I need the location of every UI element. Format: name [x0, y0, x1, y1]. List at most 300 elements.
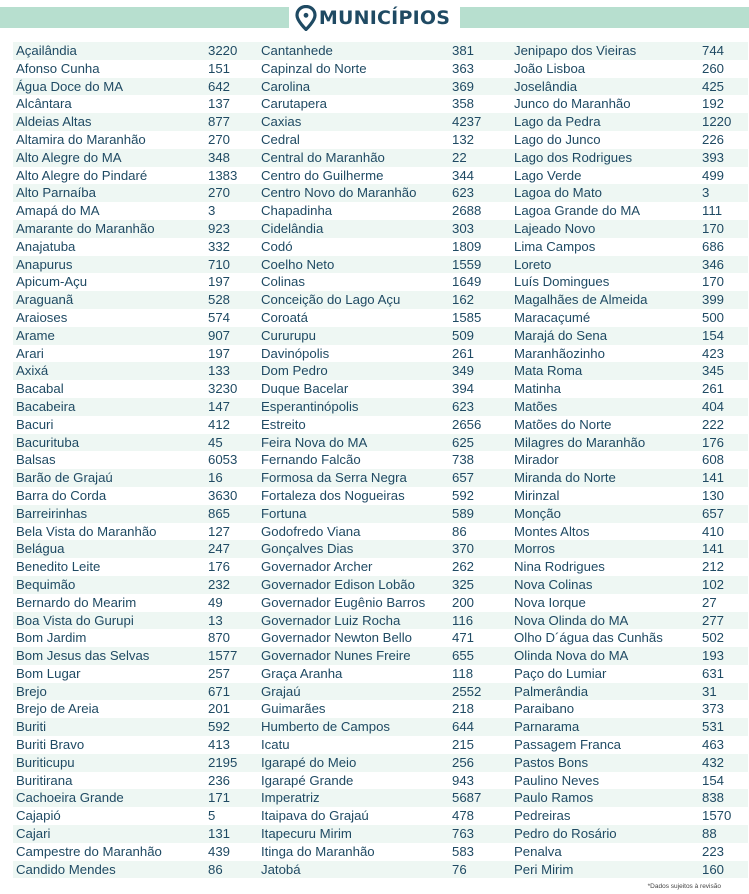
municipality-value: 763	[452, 826, 475, 842]
table-row	[258, 167, 511, 185]
table-row	[258, 149, 511, 167]
table-row	[13, 754, 258, 772]
municipality-name: Loreto	[514, 256, 552, 272]
table-row	[511, 718, 748, 736]
municipality-value: 943	[452, 772, 475, 788]
table-row	[511, 416, 748, 434]
municipality-name: Penalva	[514, 843, 562, 859]
municipality-value: 303	[452, 220, 475, 236]
municipality-name: Bacuri	[16, 416, 54, 432]
municipality-value: 261	[702, 381, 725, 397]
municipality-name: Cantanhede	[261, 43, 333, 58]
municipality-name: Miranda do Norte	[514, 470, 616, 486]
municipality-name: Imperatriz	[261, 790, 320, 806]
municipality-value: 1649	[452, 274, 482, 290]
table-row	[13, 629, 258, 647]
municipality-name: Açailândia	[16, 43, 77, 58]
table-row	[511, 487, 748, 505]
table-row	[258, 469, 511, 487]
municipality-value: 657	[452, 470, 475, 486]
municipality-name: Apicum-Açu	[16, 274, 88, 290]
table-row	[511, 576, 748, 594]
municipality-name: Benedito Leite	[16, 559, 101, 575]
municipality-name: Guimarães	[261, 701, 326, 717]
municipality-value: 147	[208, 398, 231, 414]
table-row	[13, 60, 258, 78]
municipality-name: Centro do Guilherme	[261, 167, 384, 183]
table-row	[511, 398, 748, 416]
municipality-value: 502	[702, 630, 725, 646]
table-row	[258, 78, 511, 96]
municipality-value: 270	[208, 185, 231, 201]
municipality-value: 432	[702, 754, 725, 770]
table-row	[13, 131, 258, 149]
municipality-name: Cidelândia	[261, 220, 324, 236]
municipality-value: 5687	[452, 790, 482, 806]
municipality-value: 592	[208, 719, 231, 735]
table-row	[13, 451, 258, 469]
municipality-name: Cururupu	[261, 327, 316, 343]
table-row	[258, 612, 511, 630]
municipality-name: Central do Maranhão	[261, 149, 385, 165]
table-row	[13, 736, 258, 754]
municipality-value: 5	[208, 808, 216, 824]
municipality-name: Olinda Nova do MA	[514, 648, 629, 664]
municipality-value: 608	[702, 452, 725, 468]
municipality-value: 127	[208, 523, 231, 539]
municipality-name: Godofredo Viana	[261, 523, 361, 539]
municipality-value: 130	[702, 487, 725, 503]
municipality-name: Afonso Cunha	[16, 60, 100, 76]
municipality-name: Coroatá	[261, 309, 308, 325]
municipality-name: Nova Iorque	[514, 594, 586, 610]
table-row	[258, 273, 511, 291]
municipality-value: 49	[208, 594, 223, 610]
municipality-name: Feira Nova do MA	[261, 434, 368, 450]
table-row	[511, 238, 748, 256]
municipality-value: 2195	[208, 754, 238, 770]
table-row	[511, 309, 748, 327]
municipality-name: Candido Mendes	[16, 861, 116, 877]
municipality-value: 1577	[208, 648, 238, 664]
municipality-name: Marajá do Sena	[514, 327, 608, 343]
municipality-name: Bom Lugar	[16, 665, 81, 681]
municipality-value: 212	[702, 559, 725, 575]
municipality-name: Alto Parnaíba	[16, 185, 96, 201]
table-row	[511, 362, 748, 380]
municipality-value: 218	[452, 701, 475, 717]
table-row	[258, 238, 511, 256]
municipality-value: 623	[452, 398, 475, 414]
table-row	[258, 754, 511, 772]
municipality-name: Bom Jesus das Selvas	[16, 648, 150, 664]
municipality-value: 370	[452, 541, 475, 557]
municipality-value: 463	[702, 737, 725, 753]
table-row	[511, 256, 748, 274]
municipality-name: Brejo de Areia	[16, 701, 99, 717]
municipality-value: 531	[702, 719, 725, 735]
municipality-name: Dom Pedro	[261, 363, 328, 379]
municipality-name: Mirador	[514, 452, 559, 468]
municipality-name: Arari	[16, 345, 44, 361]
table-row	[511, 131, 748, 149]
table-row	[13, 647, 258, 665]
table-row	[511, 345, 748, 363]
municipality-value: 131	[208, 826, 231, 842]
table-row	[258, 665, 511, 683]
municipality-value: 877	[208, 114, 231, 130]
municipality-value: 222	[702, 416, 725, 432]
table-row	[258, 594, 511, 612]
municipality-value: 201	[208, 701, 231, 717]
municipality-name: Capinzal do Norte	[261, 60, 367, 76]
municipality-value: 261	[452, 345, 475, 361]
municipality-value: 3220	[208, 43, 238, 58]
table-row	[13, 523, 258, 541]
municipality-name: Cajari	[16, 826, 51, 842]
municipality-name: Lagoa Grande do MA	[514, 203, 641, 219]
municipality-name: Morros	[514, 541, 556, 557]
municipality-name: Lago da Pedra	[514, 114, 601, 130]
municipality-name: Governador Edison Lobão	[261, 576, 415, 592]
table-row	[258, 95, 511, 113]
municipality-value: 923	[208, 220, 231, 236]
municipality-value: 132	[452, 131, 475, 147]
table-row	[258, 416, 511, 434]
table-row	[13, 202, 258, 220]
table-row	[511, 612, 748, 630]
municipality-value: 574	[208, 309, 231, 325]
table-row	[511, 700, 748, 718]
municipality-name: Governador Nunes Freire	[261, 648, 411, 664]
table-row	[511, 113, 748, 131]
table-row	[258, 131, 511, 149]
municipality-value: 1383	[208, 167, 238, 183]
page-header	[0, 3, 749, 33]
municipality-value: 31	[702, 683, 717, 699]
table-row	[511, 60, 748, 78]
table-row	[13, 594, 258, 612]
municipality-name: Governador Newton Bello	[261, 630, 413, 646]
municipality-value: 215	[452, 737, 475, 753]
municipality-name: Olho D´água das Cunhãs	[514, 630, 663, 646]
municipality-value: 2656	[452, 416, 482, 432]
table-row	[258, 505, 511, 523]
municipality-value: 349	[452, 363, 475, 379]
municipality-name: Lima Campos	[514, 238, 596, 254]
table-row	[13, 487, 258, 505]
municipality-name: Campestre do Maranhão	[16, 843, 162, 859]
municipality-name: Conceição do Lago Açu	[261, 292, 401, 308]
municipality-value: 738	[452, 452, 475, 468]
municipality-value: 710	[208, 256, 231, 272]
table-row	[13, 807, 258, 825]
municipality-name: Duque Bacelar	[261, 381, 349, 397]
municipality-value: 348	[208, 149, 231, 165]
table-row	[258, 487, 511, 505]
municipality-value: 116	[452, 612, 474, 628]
municipality-name: Governador Eugênio Barros	[261, 594, 426, 610]
municipality-value: 277	[702, 612, 725, 628]
municipality-name: Chapadinha	[261, 203, 333, 219]
municipality-value: 154	[702, 327, 725, 343]
footnote: *Dados sujeitos à revisão	[647, 883, 721, 890]
municipality-value: 509	[452, 327, 475, 343]
municipality-name: Matinha	[514, 381, 561, 397]
municipality-value: 644	[452, 719, 475, 735]
municipality-value: 223	[702, 843, 725, 859]
municipality-name: Colinas	[261, 274, 305, 290]
municipality-value: 111	[702, 203, 723, 219]
table-row	[258, 540, 511, 558]
municipality-value: 838	[702, 790, 725, 806]
municipality-name: Alto Alegre do MA	[16, 149, 122, 165]
table-row	[511, 451, 748, 469]
municipality-name: Igarapé Grande	[261, 772, 354, 788]
municipality-value: 226	[702, 131, 725, 147]
table-row	[258, 380, 511, 398]
municipality-name: Barreirinhas	[16, 505, 88, 521]
municipality-value: 270	[208, 131, 231, 147]
municipality-name: Bacabeira	[16, 398, 76, 414]
municipality-name: Fortuna	[261, 505, 307, 521]
municipality-value: 332	[208, 238, 231, 254]
municipality-value: 393	[702, 149, 725, 165]
table-row	[13, 220, 258, 238]
municipality-value: 176	[208, 559, 231, 575]
table-row	[13, 309, 258, 327]
municipality-value: 865	[208, 505, 231, 521]
municipality-name: Amapá do MA	[16, 203, 100, 219]
municipality-value: 86	[208, 861, 223, 877]
municipality-name: Governador Luiz Rocha	[261, 612, 401, 628]
municipality-value: 2552	[452, 683, 482, 699]
municipality-value: 373	[702, 701, 725, 717]
table-row	[13, 95, 258, 113]
municipality-value: 197	[208, 274, 231, 290]
table-row	[258, 772, 511, 790]
municipality-name: Centro Novo do Maranhão	[261, 185, 417, 201]
municipality-name: Matões	[514, 398, 558, 414]
municipality-value: 412	[208, 416, 231, 432]
municipality-name: Amarante do Maranhão	[16, 220, 155, 236]
municipality-name: Matões do Norte	[514, 416, 612, 432]
municipality-name: Mirinzal	[514, 487, 560, 503]
table-row	[258, 700, 511, 718]
table-row	[511, 327, 748, 345]
table-row	[258, 789, 511, 807]
municipality-name: Brejo	[16, 683, 47, 699]
table-row	[258, 398, 511, 416]
municipality-name: Araguanã	[16, 292, 74, 308]
table-row	[258, 309, 511, 327]
municipality-name: Paulino Neves	[514, 772, 600, 788]
municipality-value: 170	[702, 274, 725, 290]
municipality-name: Anajatuba	[16, 238, 76, 254]
municipality-name: Junco do Maranhão	[514, 96, 631, 112]
table-row	[258, 736, 511, 754]
table-row	[258, 434, 511, 452]
table-row	[258, 345, 511, 363]
municipality-value: 16	[208, 470, 223, 486]
municipality-value: 346	[702, 256, 725, 272]
table-row	[258, 683, 511, 701]
municipality-value: 3230	[208, 381, 238, 397]
municipality-name: Araioses	[16, 309, 68, 325]
table-row	[258, 861, 511, 879]
municipality-name: Grajaú	[261, 683, 301, 699]
municipality-name: Carutapera	[261, 96, 327, 112]
table-row	[13, 256, 258, 274]
table-row	[13, 416, 258, 434]
municipality-name: Alcântara	[16, 96, 72, 112]
municipality-name: Buriti	[16, 719, 47, 735]
table-row	[258, 42, 511, 60]
page-title: MUNICÍPIOS	[318, 7, 451, 29]
table-row	[511, 380, 748, 398]
municipality-value: 88	[702, 826, 717, 842]
table-row	[511, 825, 748, 843]
table-row	[258, 718, 511, 736]
municipality-name: Nova Colinas	[514, 576, 593, 592]
table-row	[258, 256, 511, 274]
municipality-value: 399	[702, 292, 725, 308]
municipality-name: Mata Roma	[514, 363, 583, 379]
municipality-name: Coelho Neto	[261, 256, 335, 272]
municipality-value: 256	[452, 754, 475, 770]
municipality-name: Formosa da Serra Negra	[261, 470, 407, 486]
municipality-name: Esperantinópolis	[261, 398, 359, 414]
municipality-value: 260	[702, 60, 725, 76]
municipality-value: 4237	[452, 114, 482, 130]
municipality-value: 6053	[208, 452, 238, 468]
municipality-name: Nina Rodrigues	[514, 559, 605, 575]
table-row	[13, 113, 258, 131]
table-row	[258, 843, 511, 861]
municipality-value: 160	[702, 861, 725, 877]
table-row	[258, 523, 511, 541]
municipality-value: 176	[702, 434, 725, 450]
municipality-name: Paulo Ramos	[514, 790, 594, 806]
municipality-name: Altamira do Maranhão	[16, 131, 146, 147]
municipality-name: Água Doce do MA	[16, 78, 124, 94]
municipality-name: Lago do Junco	[514, 131, 601, 147]
municipality-name: Itaipava do Grajaú	[261, 808, 369, 824]
municipality-name: Igarapé do Meio	[261, 754, 357, 770]
table-row	[13, 576, 258, 594]
municipality-name: Estreito	[261, 416, 306, 432]
municipality-name: Pedro do Rosário	[514, 826, 617, 842]
table-row	[511, 683, 748, 701]
municipality-name: Monção	[514, 505, 561, 521]
municipality-name: Arame	[16, 327, 55, 343]
municipality-value: 369	[452, 78, 475, 94]
table-row	[13, 558, 258, 576]
municipality-name: Milagres do Maranhão	[514, 434, 646, 450]
table-row	[13, 238, 258, 256]
municipality-value: 236	[208, 772, 231, 788]
municipality-name: Nova Olinda do MA	[514, 612, 629, 628]
table-row	[13, 327, 258, 345]
municipality-value: 631	[702, 665, 725, 681]
table-row	[511, 772, 748, 790]
municipality-name: Gonçalves Dias	[261, 541, 354, 557]
table-row	[511, 754, 748, 772]
municipality-name: Davinópolis	[261, 345, 330, 361]
municipality-value: 413	[208, 737, 231, 753]
municipality-name: Maranhãozinho	[514, 345, 605, 361]
table-row	[13, 843, 258, 861]
municipality-name: Boa Vista do Gurupi	[16, 612, 134, 628]
table-row	[258, 558, 511, 576]
table-row	[13, 380, 258, 398]
municipality-value: 583	[452, 843, 475, 859]
table-row	[511, 558, 748, 576]
municipality-value: 744	[702, 43, 725, 58]
table-row	[13, 362, 258, 380]
table-row	[511, 807, 748, 825]
table-row	[258, 327, 511, 345]
table-row	[511, 736, 748, 754]
table-row	[511, 149, 748, 167]
municipality-value: 500	[702, 309, 725, 325]
municipality-name: Buriticupu	[16, 754, 75, 770]
table-row	[258, 60, 511, 78]
municipality-name: Graça Aranha	[261, 665, 343, 681]
municipality-value: 76	[452, 861, 467, 877]
municipality-value: 2688	[452, 203, 482, 219]
table-row	[511, 42, 748, 60]
municipality-name: Bom Jardim	[16, 630, 87, 646]
municipality-value: 200	[452, 594, 475, 610]
municipality-name: Cedral	[261, 131, 300, 147]
municipality-value: 345	[702, 363, 725, 379]
table-row	[258, 362, 511, 380]
municipality-name: Codó	[261, 238, 293, 254]
municipality-value: 257	[208, 665, 231, 681]
municipality-value: 141	[702, 470, 725, 486]
table-row	[13, 469, 258, 487]
municipality-name: Balsas	[16, 452, 56, 468]
municipality-value: 1220	[702, 114, 732, 130]
municipalities-column-1	[13, 42, 258, 878]
table-row	[258, 451, 511, 469]
table-row	[13, 700, 258, 718]
municipality-value: 262	[452, 559, 475, 575]
municipality-value: 171	[208, 790, 231, 806]
municipality-value: 3	[208, 203, 216, 219]
table-row	[258, 202, 511, 220]
table-row	[13, 861, 258, 879]
municipality-name: Bacurituba	[16, 434, 80, 450]
table-row	[258, 291, 511, 309]
municipality-name: Peri Mirim	[514, 861, 574, 877]
municipality-name: Joselândia	[514, 78, 578, 94]
table-row	[511, 843, 748, 861]
table-row	[511, 167, 748, 185]
table-row	[13, 273, 258, 291]
municipality-value: 3	[702, 185, 710, 201]
municipality-name: Luís Domingues	[514, 274, 610, 290]
table-row	[511, 861, 748, 879]
table-row	[258, 576, 511, 594]
municipality-value: 642	[208, 78, 231, 94]
municipality-value: 151	[208, 60, 231, 76]
table-row	[13, 42, 258, 60]
table-row	[13, 540, 258, 558]
municipality-name: João Lisboa	[514, 60, 586, 76]
municipality-name: Pastos Bons	[514, 754, 589, 770]
